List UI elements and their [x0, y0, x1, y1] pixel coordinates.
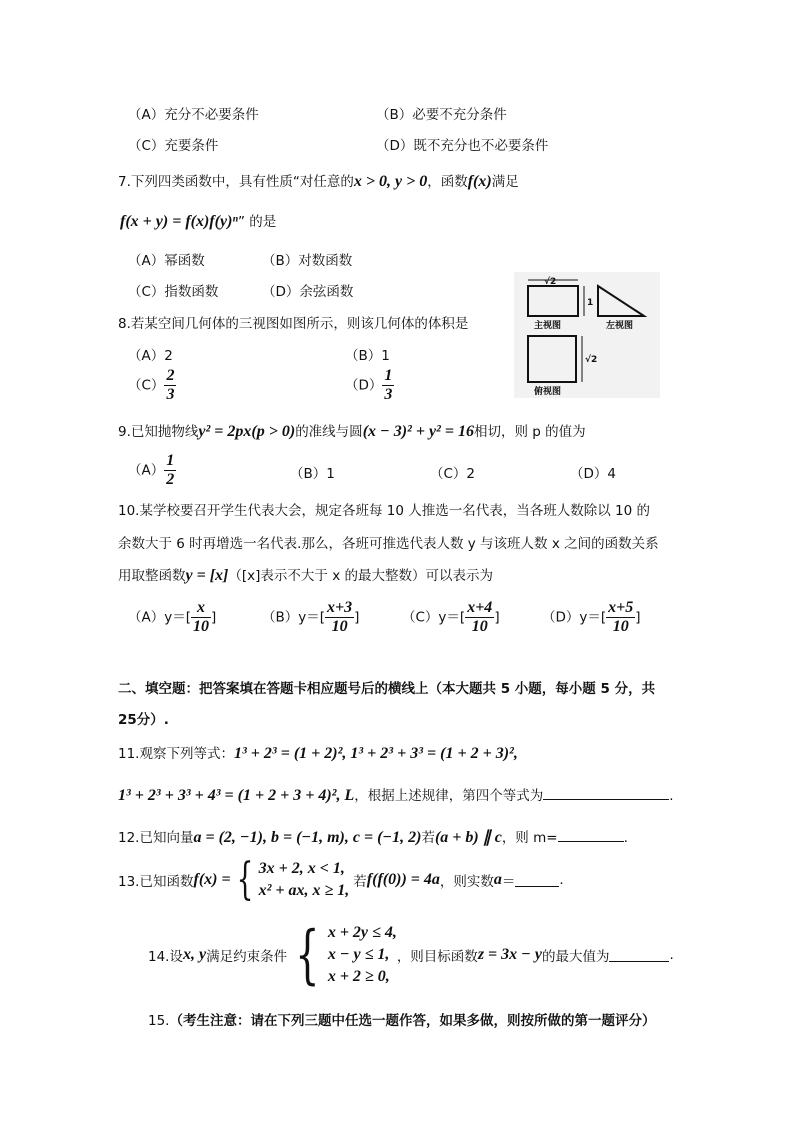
q11-line1	[118, 742, 518, 763]
q9-prefix: 9.已知抛物线	[118, 424, 199, 440]
q8-c-den: 3	[166, 386, 175, 403]
q8-d-num: 1	[384, 367, 393, 384]
q12-vectors: a = (2, −1), b = (−1, m), c = (−1, 2)	[193, 829, 422, 846]
q9-a-num: 1	[166, 452, 175, 469]
q10-b-num: x+3	[327, 599, 353, 616]
q7-function: f(x)	[467, 173, 492, 190]
q10-option-c-close: ]	[494, 609, 500, 626]
q7-line1	[118, 170, 519, 191]
dim-sqrt2-side: √2	[585, 355, 598, 365]
q10-option-a	[128, 599, 216, 636]
q6-option-b: （B）必要不充分条件	[376, 107, 507, 123]
q10-option-b-fraction	[325, 599, 354, 636]
q7-option-d: （D）余弦函数	[262, 284, 354, 300]
q14-end: .	[669, 947, 674, 963]
q10-a-num: x	[197, 599, 205, 616]
q8-option-c-fraction	[164, 367, 176, 404]
q8-d-den: 3	[384, 386, 393, 403]
q10-floor-function: y = [x]	[185, 567, 229, 584]
q14-suffix2: 的最大值为	[541, 949, 610, 965]
q8-option-d-fraction	[382, 367, 394, 404]
q9-option-a	[128, 452, 176, 489]
section2-heading-line1: 二、填空题：把答案填在答题卡相应题号后的横线上（本大题共 5 小题，每小题 5 分，共	[118, 681, 656, 697]
q8-option-d	[345, 367, 394, 404]
q10-option-c-fraction	[465, 599, 494, 636]
q7-formula: f(x + y) = f(x)f(y)ⁿ	[120, 213, 238, 230]
q6-option-a: （A）充分不必要条件	[128, 107, 259, 123]
q13-condition: f(f(0)) = 4a	[366, 871, 440, 888]
q10-option-a-label: （A）y＝[	[128, 609, 191, 626]
q12-line	[118, 826, 628, 847]
q10-option-c-label: （C）y＝[	[402, 609, 466, 626]
q6-option-c: （C）充要条件	[128, 138, 219, 154]
side-view-shape	[598, 286, 644, 316]
front-view-shape	[528, 286, 578, 316]
q11-suffix: ，根据上述规律，第四个等式为	[354, 788, 544, 804]
q7-option-b: （B）对数函数	[262, 253, 353, 269]
q14-line	[148, 918, 674, 992]
q7-condition: x > 0, y > 0	[353, 173, 428, 190]
q8-option-d-label: （D）	[345, 377, 383, 394]
q14-target: z = 3x − y	[477, 946, 542, 963]
section2-heading-line2: 25分）.	[118, 712, 169, 728]
q10-line2: 余数大于 6 时再增选一名代表.那么，各班可推选代表人数 y 与该班人数 x 之间的函数关系	[118, 536, 659, 552]
q14-suffix: ，则目标函数	[396, 949, 478, 965]
q8-option-c	[128, 367, 176, 404]
q9-option-b: （B）1	[290, 466, 335, 482]
q10-option-b-label: （B）y＝[	[262, 609, 326, 626]
q7-prefix: 7.下列四类函数中，具有性质“对任意的	[118, 174, 354, 190]
q12-suffix: ，则 m=	[501, 830, 558, 846]
q10-d-num: x+5	[608, 599, 634, 616]
q6-option-d: （D）既不充分也不必要条件	[376, 138, 549, 154]
q13-mid: 若	[353, 874, 367, 890]
three-view-figure	[514, 272, 660, 398]
q9-option-a-fraction	[164, 452, 176, 489]
q14-mid: 满足约束条件	[206, 949, 288, 965]
q12-condition: (a + b) ∥ c	[434, 829, 502, 846]
q10-c-num: x+4	[467, 599, 493, 616]
q13-function: f(x) =	[193, 871, 231, 888]
q11-answer-blank[interactable]	[543, 787, 669, 800]
q13-case2: x² + ax, x ≥ 1,	[258, 882, 350, 899]
q11-prefix: 11.观察下列等式：	[118, 746, 234, 762]
q9-parabola: y² = 2px(p > 0)	[198, 423, 296, 440]
q8-option-b: （B）1	[345, 348, 390, 364]
q13-brace: {	[236, 854, 253, 905]
q10-option-b-close: ]	[354, 609, 360, 626]
q10-line3-suffix: （[x]表示不大于 x 的最大整数）可以表示为	[228, 568, 493, 584]
q14-variables: x, y	[182, 946, 207, 963]
q8-option-c-label: （C）	[128, 377, 165, 394]
q15-label: 15.	[148, 1013, 170, 1029]
q13-case1: 3x + 2, x < 1,	[258, 860, 345, 877]
q7-option-a: （A）幂函数	[128, 253, 205, 269]
q11-equations-2: 1³ + 2³ + 3³ + 4³ = (1 + 2 + 3 + 4)², L	[118, 787, 355, 804]
q7-mid: ，函数	[427, 174, 468, 190]
q10-option-b	[262, 599, 359, 636]
q10-option-d	[542, 599, 641, 636]
top-view-shape	[528, 336, 576, 382]
q14-constraints	[328, 922, 397, 988]
q13-prefix: 13.已知函数	[118, 874, 194, 890]
q7-line2-suffix: ” 的是	[237, 214, 277, 230]
q11-line2	[118, 784, 674, 805]
q9-option-a-label: （A）	[128, 462, 165, 479]
dim-one: 1	[587, 298, 594, 308]
q9-a-den: 2	[166, 471, 175, 488]
q14-constraint2: x − y ≤ 1,	[327, 946, 390, 963]
q9-option-d: （D）4	[570, 466, 616, 482]
q9-mid: 的准线与圆	[295, 424, 363, 440]
q10-line3	[118, 564, 493, 585]
q10-b-den: 10	[325, 617, 354, 636]
q9-suffix: 相切，则 p 的值为	[473, 424, 586, 440]
q13-line	[118, 854, 564, 905]
q10-a-den: 10	[193, 618, 209, 635]
q10-line3-prefix: 用取整函数	[118, 568, 186, 584]
q14-constraint1: x + 2y ≤ 4,	[327, 924, 397, 941]
q8-text: 8.若某空间几何体的三视图如图所示，则该几何体的体积是	[118, 316, 469, 332]
q14-constraint3: x + 2 ≥ 0,	[327, 968, 390, 985]
q10-option-d-fraction	[606, 599, 635, 636]
dim-sqrt2-top: √2	[544, 277, 557, 287]
q12-prefix: 12.已知向量	[118, 830, 194, 846]
q9-option-c: （C）2	[430, 466, 476, 482]
q15-text: （考生注意：请在下列三题中任选一题作答，如果多做，则按所做的第一题评分）	[169, 1013, 656, 1029]
q13-equals: ＝	[501, 874, 516, 890]
q13-end: .	[559, 872, 564, 888]
q10-option-c	[402, 599, 500, 636]
q9-text	[118, 420, 586, 441]
q12-mid: 若	[421, 830, 435, 846]
q10-c-den: 10	[465, 617, 494, 636]
q14-prefix: 14.设	[148, 949, 183, 965]
q10-option-d-close: ]	[635, 609, 641, 626]
q9-circle: (x − 3)² + y² = 16	[362, 423, 474, 440]
q8-c-num: 2	[166, 367, 175, 384]
q10-line1: 10.某学校要召开学生代表大会，规定各班每 10 人推选一名代表，当各班人数除以 10 的	[118, 503, 650, 519]
q13-answer-blank[interactable]	[515, 874, 559, 887]
front-view-label: 主视图	[534, 321, 562, 331]
q13-suffix: ，则实数	[439, 874, 494, 890]
q10-option-d-label: （D）y＝[	[542, 609, 607, 626]
q14-brace: {	[295, 918, 320, 992]
q12-end: .	[623, 830, 628, 846]
q15-line	[148, 1009, 655, 1029]
q12-answer-blank[interactable]	[558, 829, 624, 842]
q13-cases	[259, 858, 350, 902]
q10-d-den: 10	[606, 617, 635, 636]
q7-option-c: （C）指数函数	[128, 284, 219, 300]
q8-option-a: （A）2	[128, 348, 173, 364]
top-view-label: 俯视图	[534, 387, 562, 397]
q10-option-a-close: ]	[211, 609, 217, 626]
q13-variable: a	[493, 871, 502, 888]
q11-equations-1: 1³ + 2³ = (1 + 2)², 1³ + 2³ + 3³ = (1 + 2 + 3)²,	[233, 745, 518, 762]
q10-option-a-fraction	[191, 599, 211, 636]
q11-end: .	[669, 788, 674, 804]
q7-suffix: 满足	[491, 174, 519, 190]
q14-answer-blank[interactable]	[609, 949, 669, 962]
q7-line2	[120, 210, 276, 231]
side-view-label: 左视图	[606, 321, 634, 331]
